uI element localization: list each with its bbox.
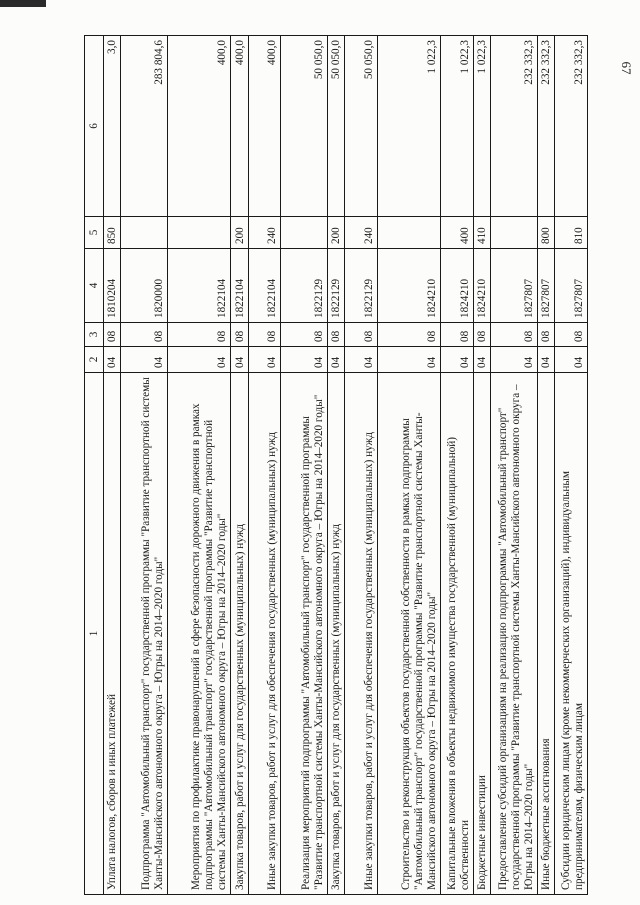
row-name: Субсидии юридическим лицам (кроме некоммерческих организаций), индивидуальным предпринимателям, физическим лицам bbox=[555, 373, 588, 895]
row-target-code: 1827807 bbox=[491, 249, 538, 323]
rotated-page bbox=[84, 36, 588, 895]
table-row bbox=[328, 36, 345, 895]
row-subsection-code: 08 bbox=[168, 323, 231, 347]
row-subsection-code: 08 bbox=[104, 323, 121, 347]
row-section-code: 04 bbox=[473, 347, 490, 373]
row-expense-type-code: 240 bbox=[248, 217, 281, 249]
row-target-code: 1810204 bbox=[104, 249, 121, 323]
row-name: Капитальные вложения в объекты недвижимого имущества государственной (муниципальной) собственности bbox=[441, 373, 474, 895]
budget-table bbox=[84, 35, 588, 895]
table-row bbox=[537, 36, 554, 895]
row-name: Мероприятия по профилактике правонарушений в сфере безопасности дорожного движения в рамках подпрограммы "Автомобильный транспорт" государственной программы "Развитие транспортной системы Ханты-Мансийского автономного округа – Югры на 2014–2020 годы" bbox=[168, 373, 231, 895]
table-row bbox=[473, 36, 490, 895]
row-name: Иные бюджетные ассигнования bbox=[537, 373, 554, 895]
row-section-code: 04 bbox=[328, 347, 345, 373]
row-name: Бюджетные инвестиции bbox=[473, 373, 490, 895]
row-section-code: 04 bbox=[248, 347, 281, 373]
column-header: 6 bbox=[85, 36, 104, 217]
row-target-code: 1822129 bbox=[281, 249, 328, 323]
column-header: 1 bbox=[85, 373, 104, 895]
row-target-code: 1820000 bbox=[121, 249, 168, 323]
row-section-code: 04 bbox=[281, 347, 328, 373]
row-expense-type-code: 200 bbox=[328, 217, 345, 249]
row-amount: 50 050,0 bbox=[328, 36, 345, 217]
row-expense-type-code: 240 bbox=[345, 217, 378, 249]
page-number: 67 bbox=[619, 61, 634, 75]
row-section-code: 04 bbox=[555, 347, 588, 373]
row-name: Реализация мероприятий подпрограммы "Автомобильный транспорт" государственной программы "Развитие транспортной системы Ханты-Мансийского автономного округа – Югры на 2014–2020 годы" bbox=[281, 373, 328, 895]
row-section-code: 04 bbox=[121, 347, 168, 373]
scan-edge-mark bbox=[0, 0, 46, 7]
table-rotator bbox=[84, 36, 588, 895]
row-amount: 3,0 bbox=[104, 36, 121, 217]
row-expense-type-code bbox=[378, 217, 441, 249]
row-amount: 1 022,3 bbox=[473, 36, 490, 217]
table-row bbox=[104, 36, 121, 895]
row-subsection-code: 08 bbox=[473, 323, 490, 347]
row-name: Уплата налогов, сборов и иных платежей bbox=[104, 373, 121, 895]
row-expense-type-code: 850 bbox=[104, 217, 121, 249]
row-subsection-code: 08 bbox=[328, 323, 345, 347]
row-name: Закупка товаров, работ и услуг для государственных (муниципальных) нужд bbox=[231, 373, 248, 895]
row-section-code: 04 bbox=[345, 347, 378, 373]
table-row bbox=[231, 36, 248, 895]
row-section-code: 04 bbox=[441, 347, 474, 373]
row-amount: 232 332,3 bbox=[555, 36, 588, 217]
row-target-code: 1824210 bbox=[441, 249, 474, 323]
table-row bbox=[491, 36, 538, 895]
column-header: 2 bbox=[85, 347, 104, 373]
row-expense-type-code bbox=[491, 217, 538, 249]
row-subsection-code: 08 bbox=[441, 323, 474, 347]
row-target-code: 1822129 bbox=[345, 249, 378, 323]
row-subsection-code: 08 bbox=[537, 323, 554, 347]
row-subsection-code: 08 bbox=[281, 323, 328, 347]
row-subsection-code: 08 bbox=[345, 323, 378, 347]
row-amount: 400,0 bbox=[231, 36, 248, 217]
row-subsection-code: 08 bbox=[555, 323, 588, 347]
table-row bbox=[441, 36, 474, 895]
row-target-code: 1824210 bbox=[378, 249, 441, 323]
row-expense-type-code: 200 bbox=[231, 217, 248, 249]
row-section-code: 04 bbox=[168, 347, 231, 373]
row-expense-type-code: 810 bbox=[555, 217, 588, 249]
row-subsection-code: 08 bbox=[378, 323, 441, 347]
column-header: 3 bbox=[85, 323, 104, 347]
row-expense-type-code bbox=[281, 217, 328, 249]
row-name: Подпрограмма "Автомобильный транспорт" государственной программы "Развитие транспортной системы Ханты-Мансийского автономного округа – Югры на 2014–2020 годы" bbox=[121, 373, 168, 895]
table-row bbox=[248, 36, 281, 895]
row-name: Строительство и реконструкция объектов государственной собственности в рамках подпрограммы "Автомобильный транспорт" государственной программы "Развитие транспортной системы Ханты-Мансийского автономного округа – Югры на 2014–2020 годы" bbox=[378, 373, 441, 895]
row-target-code: 1822104 bbox=[168, 249, 231, 323]
row-expense-type-code: 410 bbox=[473, 217, 490, 249]
row-amount: 1 022,3 bbox=[378, 36, 441, 217]
table-row bbox=[168, 36, 231, 895]
row-target-code: 1822104 bbox=[248, 249, 281, 323]
row-amount: 1 022,3 bbox=[441, 36, 474, 217]
row-amount: 400,0 bbox=[248, 36, 281, 217]
row-subsection-code: 08 bbox=[231, 323, 248, 347]
row-expense-type-code bbox=[121, 217, 168, 249]
row-amount: 50 050,0 bbox=[345, 36, 378, 217]
table-row bbox=[345, 36, 378, 895]
row-name: Предоставление субсидий организациям на реализацию подпрограммы "Автомобильный транспорт" государственной программы "Развитие транспортной системы Ханты-Мансийского автономного округа – Югры на 2014–2020 годы" bbox=[491, 373, 538, 895]
table-row bbox=[378, 36, 441, 895]
row-section-code: 04 bbox=[104, 347, 121, 373]
row-target-code: 1822104 bbox=[231, 249, 248, 323]
row-section-code: 04 bbox=[231, 347, 248, 373]
row-name: Закупка товаров, работ и услуг для государственных (муниципальных) нужд bbox=[328, 373, 345, 895]
table-row bbox=[281, 36, 328, 895]
row-name: Иные закупки товаров, работ и услуг для обеспечения государственных (муниципальных) нужд bbox=[248, 373, 281, 895]
row-section-code: 04 bbox=[378, 347, 441, 373]
row-subsection-code: 08 bbox=[121, 323, 168, 347]
table-header-row bbox=[85, 36, 104, 895]
row-expense-type-code: 800 bbox=[537, 217, 554, 249]
row-amount: 232 332,3 bbox=[491, 36, 538, 217]
row-section-code: 04 bbox=[537, 347, 554, 373]
table-row bbox=[121, 36, 168, 895]
table-row bbox=[555, 36, 588, 895]
row-expense-type-code bbox=[168, 217, 231, 249]
row-section-code: 04 bbox=[491, 347, 538, 373]
row-target-code: 1827807 bbox=[555, 249, 588, 323]
row-amount: 232 332,3 bbox=[537, 36, 554, 217]
column-header: 5 bbox=[85, 217, 104, 249]
row-amount: 283 804,6 bbox=[121, 36, 168, 217]
row-name: Иные закупки товаров, работ и услуг для обеспечения государственных (муниципальных) нужд bbox=[345, 373, 378, 895]
row-amount: 400,0 bbox=[168, 36, 231, 217]
row-amount: 50 050,0 bbox=[281, 36, 328, 217]
row-target-code: 1827807 bbox=[537, 249, 554, 323]
row-subsection-code: 08 bbox=[248, 323, 281, 347]
row-expense-type-code: 400 bbox=[441, 217, 474, 249]
row-subsection-code: 08 bbox=[491, 323, 538, 347]
column-header: 4 bbox=[85, 249, 104, 323]
row-target-code: 1822129 bbox=[328, 249, 345, 323]
row-target-code: 1824210 bbox=[473, 249, 490, 323]
